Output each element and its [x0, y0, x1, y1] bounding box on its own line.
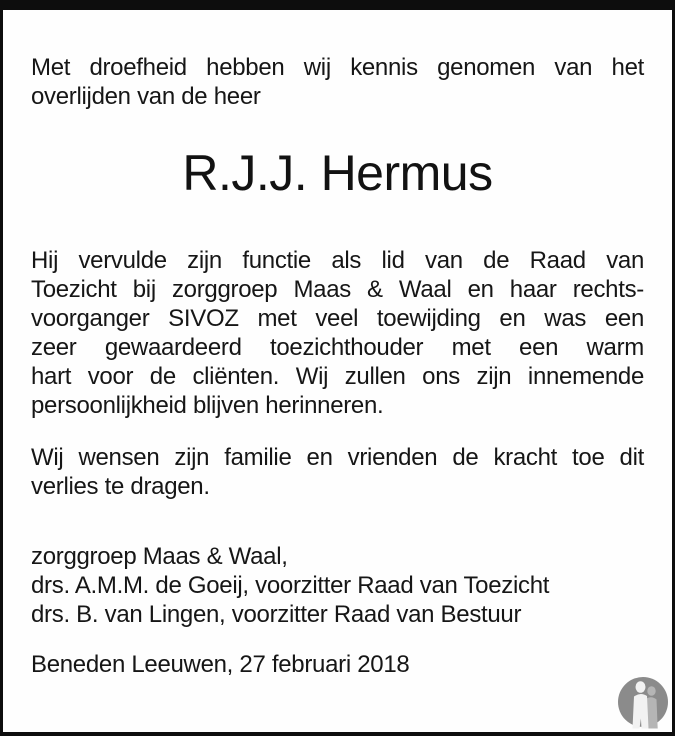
condolence-paragraph: [31, 443, 644, 501]
dateline: Beneden Leeuwen, 27 februari 2018: [31, 651, 410, 678]
notice-content: [3, 53, 672, 679]
memorial-logo-icon: [618, 677, 668, 729]
text-line: Met droefheid hebben wij kennis genomen van het: [31, 54, 644, 81]
text-line: verlies te dragen.: [31, 473, 210, 500]
text-line: persoonlijkheid blijven herinneren.: [31, 392, 384, 419]
text-line: Toezicht bij zorggroep Maas & Waal en haar rechts-: [31, 276, 644, 303]
signatory-organisation: zorggroep Maas & Waal,: [31, 543, 288, 570]
signatories-block: [31, 542, 644, 629]
embracing-figures-icon: [618, 677, 668, 729]
signatory-chair-supervisory-board: drs. A.M.M. de Goeij, voorzitter Raad van Toezicht: [31, 572, 550, 599]
signatory-chair-executive-board: drs. B. van Lingen, voorzitter Raad van Bestuur: [31, 601, 522, 628]
tribute-paragraph: [31, 246, 644, 420]
text-line: voorganger SIVOZ met veel toewijding en was een: [31, 305, 644, 332]
text-line: Wij wensen zijn familie en vrienden de kracht toe dit: [31, 444, 644, 471]
text-line: zeer gewaardeerd toezichthouder met een warm: [31, 334, 644, 361]
deceased-name: R.J.J. Hermus: [182, 145, 493, 201]
intro-paragraph: [31, 53, 644, 111]
text-line: Hij vervulde zijn functie als lid van de Raad van: [31, 247, 644, 274]
text-line: hart voor de cliënten. Wij zullen ons zijn innemende: [31, 363, 644, 390]
text-line: overlijden van de heer: [31, 83, 261, 110]
